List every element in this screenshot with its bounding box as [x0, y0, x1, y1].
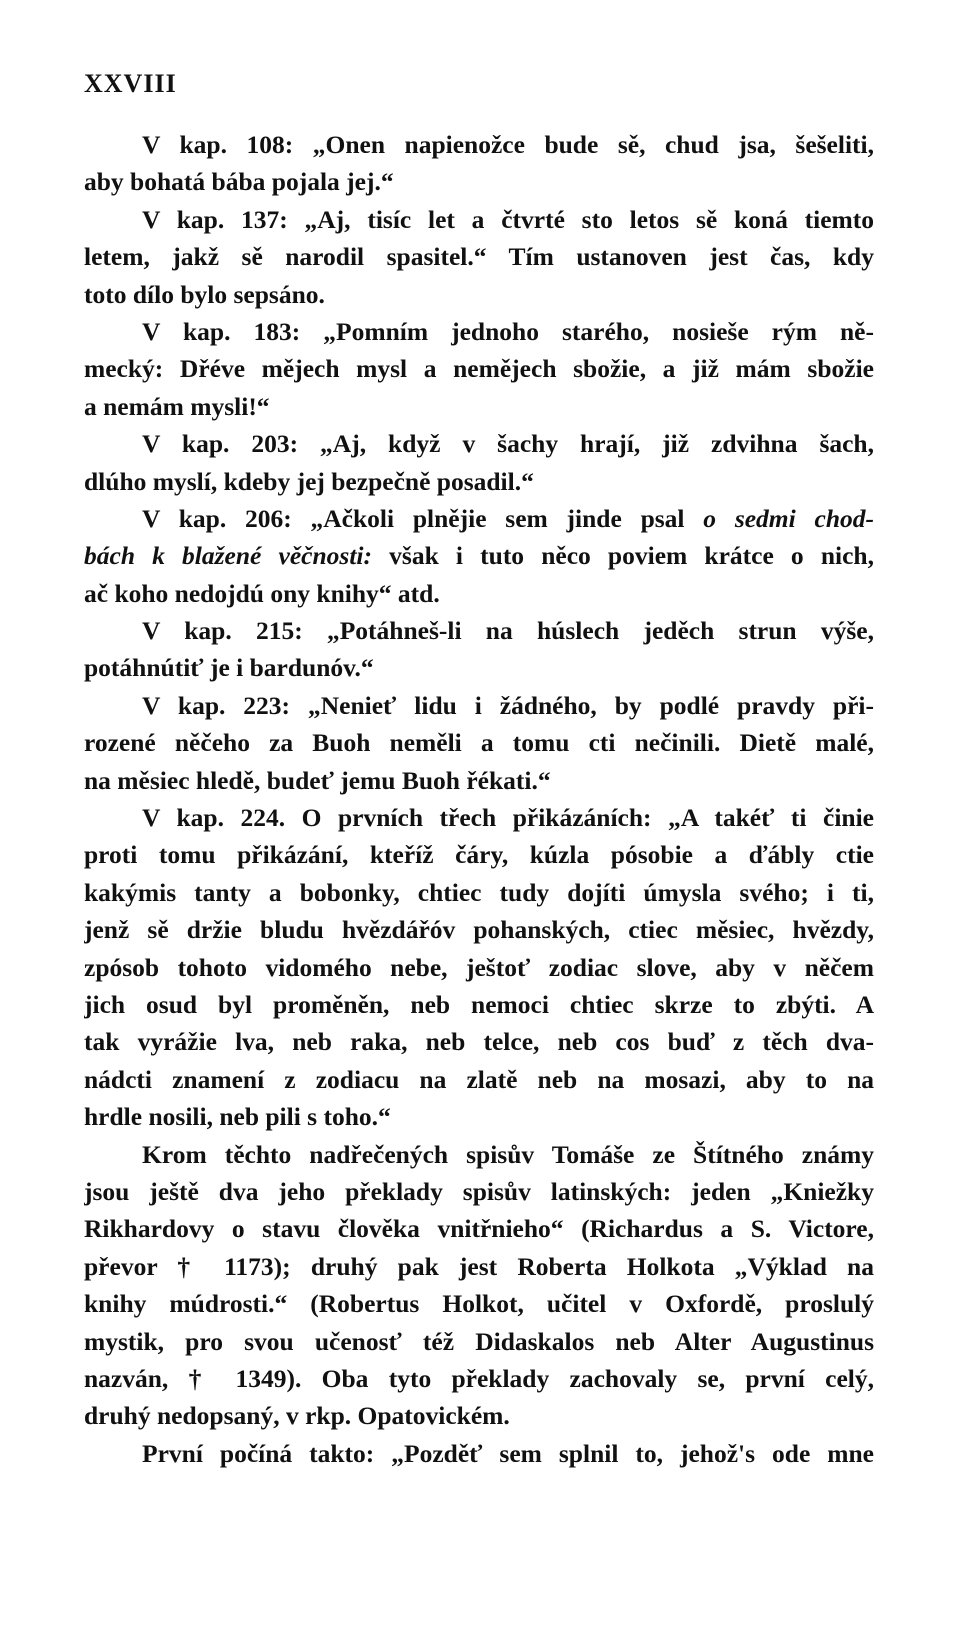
text-line [84, 537, 874, 574]
text-line: V kap. 223: „Nenieť lidu i žádného, by podlé pravdy při- [142, 690, 874, 720]
text-line: mecký: Dřéve mějech mysl a nemějech sbožie, a již mám sbožie [84, 354, 874, 384]
text-line: hrdle nosili, neb pili s toho.“ [84, 1102, 391, 1132]
text-line: knihy múdrosti.“ (Robertus Holkot, učitel v Oxfordě, proslulý [84, 1289, 874, 1319]
page-number: XXVIII [84, 69, 177, 98]
text-line: Krom těchto nadřečených spisův Tomáše ze Štítného známy [142, 1139, 874, 1169]
text-line: letem, jakž sě narodil spasitel.“ Tím ustanoven jest čas, kdy [84, 242, 874, 272]
text-line: V kap. 183: „Pomním jednoho starého, nosieše rým ně- [142, 316, 874, 346]
body-text [84, 126, 874, 1472]
italic-title: o sedmi chod- [703, 503, 874, 533]
text-line [84, 500, 874, 537]
text-line: nazván, † 1349). Oba tyto překlady zachovaly se, první celý, [84, 1363, 874, 1393]
text-line: V kap. 224. O prvních třech přikázáních: „A takéť ti činie [142, 803, 874, 833]
text-line: mystik, pro svou učenosť též Didaskalos neb Alter Augustinus [84, 1326, 874, 1356]
text-line: V kap. 215: „Potáhneš-li na húslech jeděch strun výše, [142, 616, 874, 646]
text-line: zpósob tohoto vidomého nebe, ještoť zodiac slove, aby v něčem [84, 952, 874, 982]
text-line: dlúho myslí, kdeby jej bezpečně posadil.“ [84, 466, 534, 496]
text-line: V kap. 203: „Aj, když v šachy hrají, již zdvihna šach, [142, 429, 874, 459]
text-line: jsou ještě dva jeho překlady spisův latinských: jeden „Kniežky [84, 1176, 874, 1206]
text-line: ač koho nedojdú ony knihy“ atd. [84, 578, 440, 608]
text-line: kakýmis tanty a bobonky, chtiec tudy dojíti úmysla svého; i ti, [84, 877, 874, 907]
text-segment: však i tuto něco poviem krátce o nich, [372, 541, 874, 571]
text-line: toto dílo bylo sepsáno. [84, 279, 325, 309]
text-line: V kap. 108: „Onen napienožce bude sě, chud jsa, šešeliti, [142, 130, 874, 159]
text-line: jich osud byl proměněn, neb nemoci chtiec skrze to zbýti. A [84, 989, 874, 1019]
text-line: nádcti znamení z zodiacu na zlatě neb na mosazi, aby to na [84, 1064, 874, 1094]
italic-title: bách k blažené věčnosti: [84, 541, 372, 571]
text-line: rozené něčeho za Buoh neměli a tomu cti nečinili. Dietě malé, [84, 728, 874, 758]
text-line: tak vyrážie lva, neb raka, neb telce, neb cos buď z těch dva- [84, 1027, 874, 1057]
text-line: Rikhardovy o stavu člověka vnitřnieho“ (Richardus a S. Victore, [84, 1214, 874, 1244]
text-line: druhý nedopsaný, v rkp. Opatovickém. [84, 1401, 510, 1431]
text-line: jenž sě držie bludu hvězdářóv pohanských, ctiec měsiec, hvězdy, [84, 915, 874, 945]
text-line: První počíná takto: „Pozděť sem splnil to, jehož's ode mne [142, 1438, 874, 1468]
text-line: potáhnútiť je i bardunóv.“ [84, 653, 374, 683]
text-segment: V kap. 206: „Ačkoli plnějie sem jinde psal [142, 503, 704, 533]
text-line: převor † 1173); druhý pak jest Roberta Holkota „Výklad na [84, 1251, 874, 1281]
text-line: a nemám mysli!“ [84, 391, 270, 421]
text-line: aby bohatá bába pojala jej.“ [84, 167, 394, 197]
text-line: proti tomu přikázání, kteříž čáry, kúzla pósobie a ďábly ctie [84, 840, 874, 870]
text-line: V kap. 137: „Aj, tisíc let a čtvrté sto letos sě koná tiemto [142, 204, 874, 234]
text-line: na měsiec hledě, budeť jemu Buoh řékati.“ [84, 765, 551, 795]
